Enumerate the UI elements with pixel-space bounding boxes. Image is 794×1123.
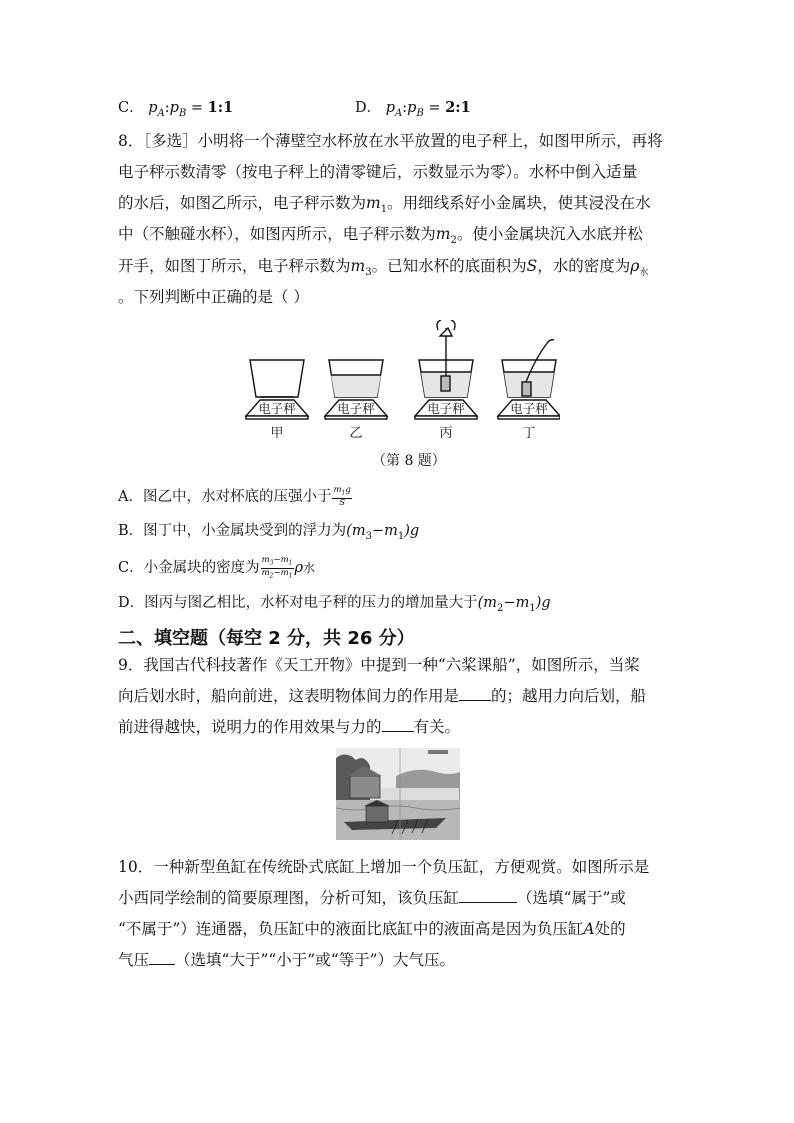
fig-label-yi: 乙 (349, 426, 363, 441)
q9-line-3: 前进得越快，说明力的作用效果与力的 有关。 (118, 718, 461, 736)
q8-option-b: B．图丁中，小金属块受到的浮力为$(m_3-m_1)g$ (118, 523, 420, 542)
q8-line-6: 。下列判断中正确的是（ ） (118, 288, 309, 306)
q8-line-5: 开手，如图丁所示，电子秤示数为$m_3$。已知水杯的底面积为S，水的密度为$\rho_水$ (118, 257, 649, 279)
q10-blank-1[interactable] (459, 888, 517, 903)
q8-option-c: C．小金属块的密度为 $\frac{m_3-m_1}{m_2-m_1}$ ρ水 (118, 555, 316, 580)
q10-line-1: 10．一种新型鱼缸在传统卧式底缸上增加一个负压缸，方便观赏。如图所示是 (118, 858, 650, 876)
q8-option-d: D．图丙与图乙相比，水杯对电子秤的压力的增加量大于$(m_2-m_1)g$ (118, 595, 551, 614)
section-2-title: 二、填空题（每空 2 分，共 26 分） (118, 628, 415, 649)
scale-label-ding: 电子秤 (510, 401, 548, 416)
q7-option-c: C． $p_A:p_B$ = 1:1 (118, 99, 234, 119)
fig-label-jia: 甲 (270, 426, 284, 441)
scale-label-bing: 电子秤 (427, 401, 465, 416)
q8-line-4: 中（不触碰水杯），如图丙所示，电子秤示数为$m_2$。使小金属块沉入水底并松 (118, 225, 643, 247)
q9-blank-2[interactable] (382, 717, 414, 732)
scale-label-jia: 电子秤 (258, 401, 296, 416)
q9-line-2: 向后划水时，船向前进，这表明物体间力的作用是 的；越用力向后划，船 (118, 687, 647, 705)
scale-label-yi: 电子秤 (337, 401, 375, 416)
q8-figure (240, 320, 560, 445)
q8-line-3: 的水后，如图乙所示，电子秤示数为$m_1$。用细线系好小金属块，使其浸没在水 (118, 194, 651, 216)
q9-line-1: 9．我国古代科技著作《天工开物》中提到一种“六桨课船”，如图所示，当桨 (118, 656, 640, 674)
q8-line-1: 8．［多选］小明将一个薄壁空水杯放在水平放置的电子秤上，如图甲所示，再将 (118, 132, 663, 150)
q10-line-3: “不属于”）连通器，负压缸中的液面比底缸中的液面高是因为负压缸A处的 (118, 920, 626, 938)
q8-line-2: 电子秤示数清零（按电子秤上的清零键后，示数显示为零）。水杯中倒入适量 (118, 163, 638, 181)
q8-option-a: A．图乙中，水对杯底的压强小于 $\frac{m_1g}{S}$ (118, 485, 351, 508)
q9-boat-illustration (336, 748, 460, 840)
q10-line-4: 气压 （选填“大于”“小于”或“等于”）大气压。 (118, 951, 456, 969)
q9-blank-1[interactable] (459, 686, 491, 701)
q10-blank-2[interactable] (149, 950, 175, 965)
q10-line-2: 小西同学绘制的简要原理图，分析可知，该负压缸 （选填“属于”或 (118, 889, 626, 907)
fig-label-ding: 丁 (522, 426, 536, 441)
q8-figure-caption: （第 8 题） (372, 453, 446, 469)
q7-option-d: D． $p_A:p_B$ = 2:1 (355, 99, 471, 119)
fig-label-bing: 丙 (439, 426, 453, 441)
